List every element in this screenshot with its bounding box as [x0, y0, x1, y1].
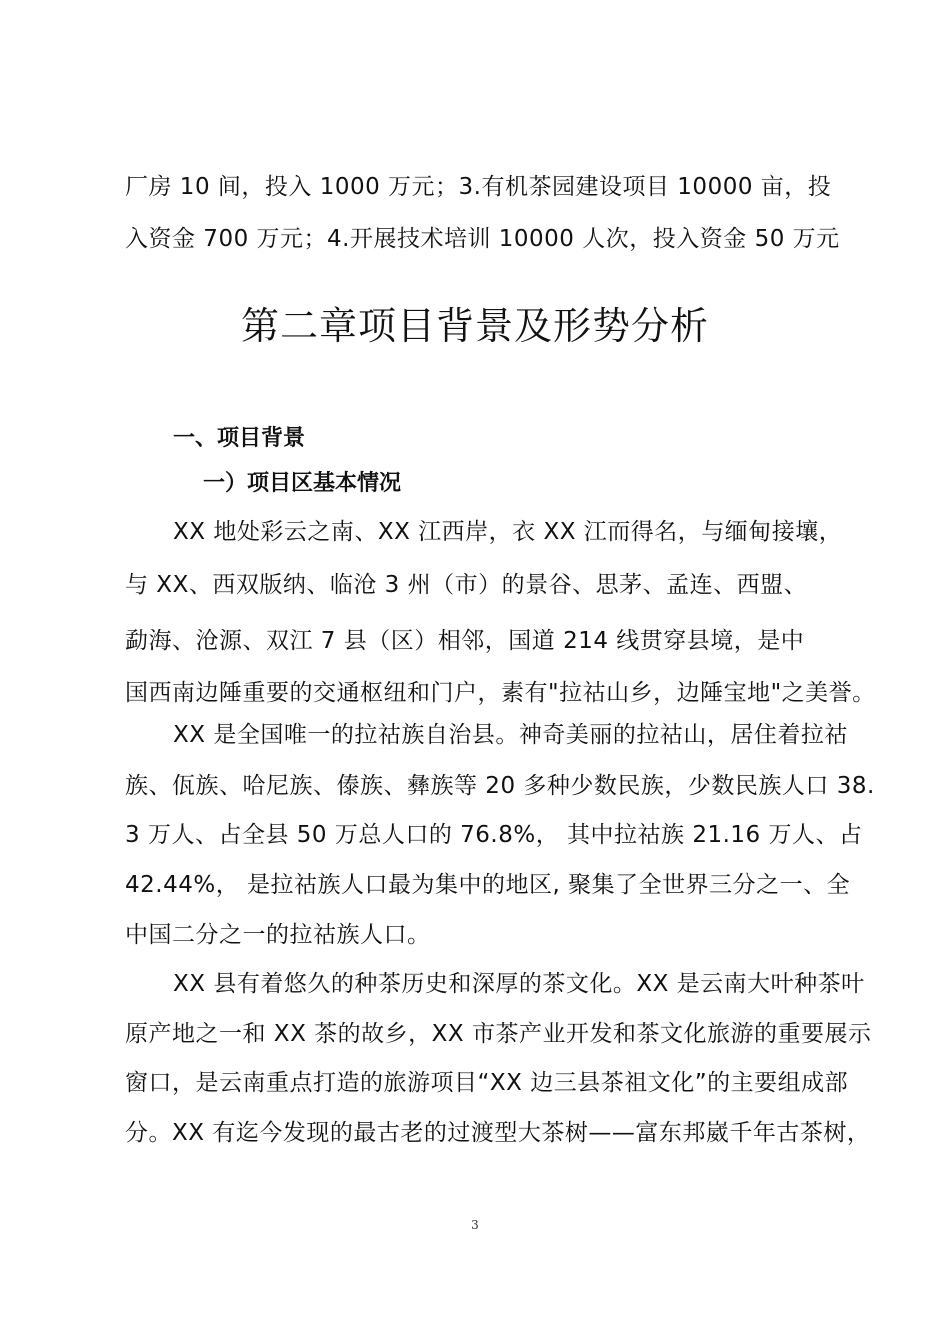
- paragraph-2-line-3: 3 万人、占全县 50 万总人口的 76.8%， 其中拉祜族 21.16 万人、占: [125, 822, 863, 848]
- intro-line-1: 厂房 10 间，投入 1000 万元；3.有机茶园建设项目 10000 亩，投: [125, 174, 832, 200]
- paragraph-3-line-3: 窗口，是云南重点打造的旅游项目“XX 边三县茶祖文化”的主要组成部: [125, 1070, 849, 1096]
- intro-line-2: 入资金 700 万元；4.开展技术培训 10000 人次，投入资金 50 万元: [125, 226, 840, 252]
- subsection-heading: 一）项目区基本情况: [203, 471, 402, 496]
- paragraph-2-line-5: 中国二分之一的拉祜族人口。: [125, 922, 431, 948]
- paragraph-3-line-1: XX 县有着悠久的种茶历史和深厚的茶文化。XX 是云南大叶种茶叶: [173, 971, 865, 997]
- paragraph-2-line-2: 族、佤族、哈尼族、傣族、彝族等 20 多种少数民族，少数民族人口 38.: [125, 773, 875, 799]
- paragraph-2-line-4: 42.44%， 是拉祜族人口最为集中的地区, 聚集了全世界三分之一、全: [125, 872, 851, 898]
- paragraph-1-line-1: XX 地处彩云之南、XX 江西岸，衣 XX 江而得名，与缅甸接壤，: [173, 519, 843, 545]
- paragraph-1-line-2: 与 XX、西双版纳、临沧 3 州（市）的景谷、思茅、孟连、西盟、: [125, 572, 808, 598]
- paragraph-3-line-2: 原产地之一和 XX 茶的故乡，XX 市茶产业开发和茶文化旅游的重要展示: [125, 1021, 872, 1047]
- paragraph-1-line-4: 国西南边陲重要的交通枢纽和门户，素有"拉祜山乡，边陲宝地"之美誉。: [125, 680, 876, 706]
- chapter-title: 第二章项目背景及形势分析: [240, 304, 709, 348]
- paragraph-1-line-3: 勐海、沧源、双江 7 县（区）相邻，国道 214 线贯穿县境，是中: [125, 628, 805, 654]
- page-number: 3: [471, 1218, 479, 1232]
- paragraph-3-line-4: 分。XX 有迄今发现的最古老的过渡型大茶树——富东邦崴千年古茶树，: [125, 1120, 871, 1146]
- section-heading: 一、项目背景: [173, 426, 306, 451]
- paragraph-2-line-1: XX 是全国唯一的拉祜族自治县。神奇美丽的拉祜山，居住着拉祜: [173, 722, 848, 748]
